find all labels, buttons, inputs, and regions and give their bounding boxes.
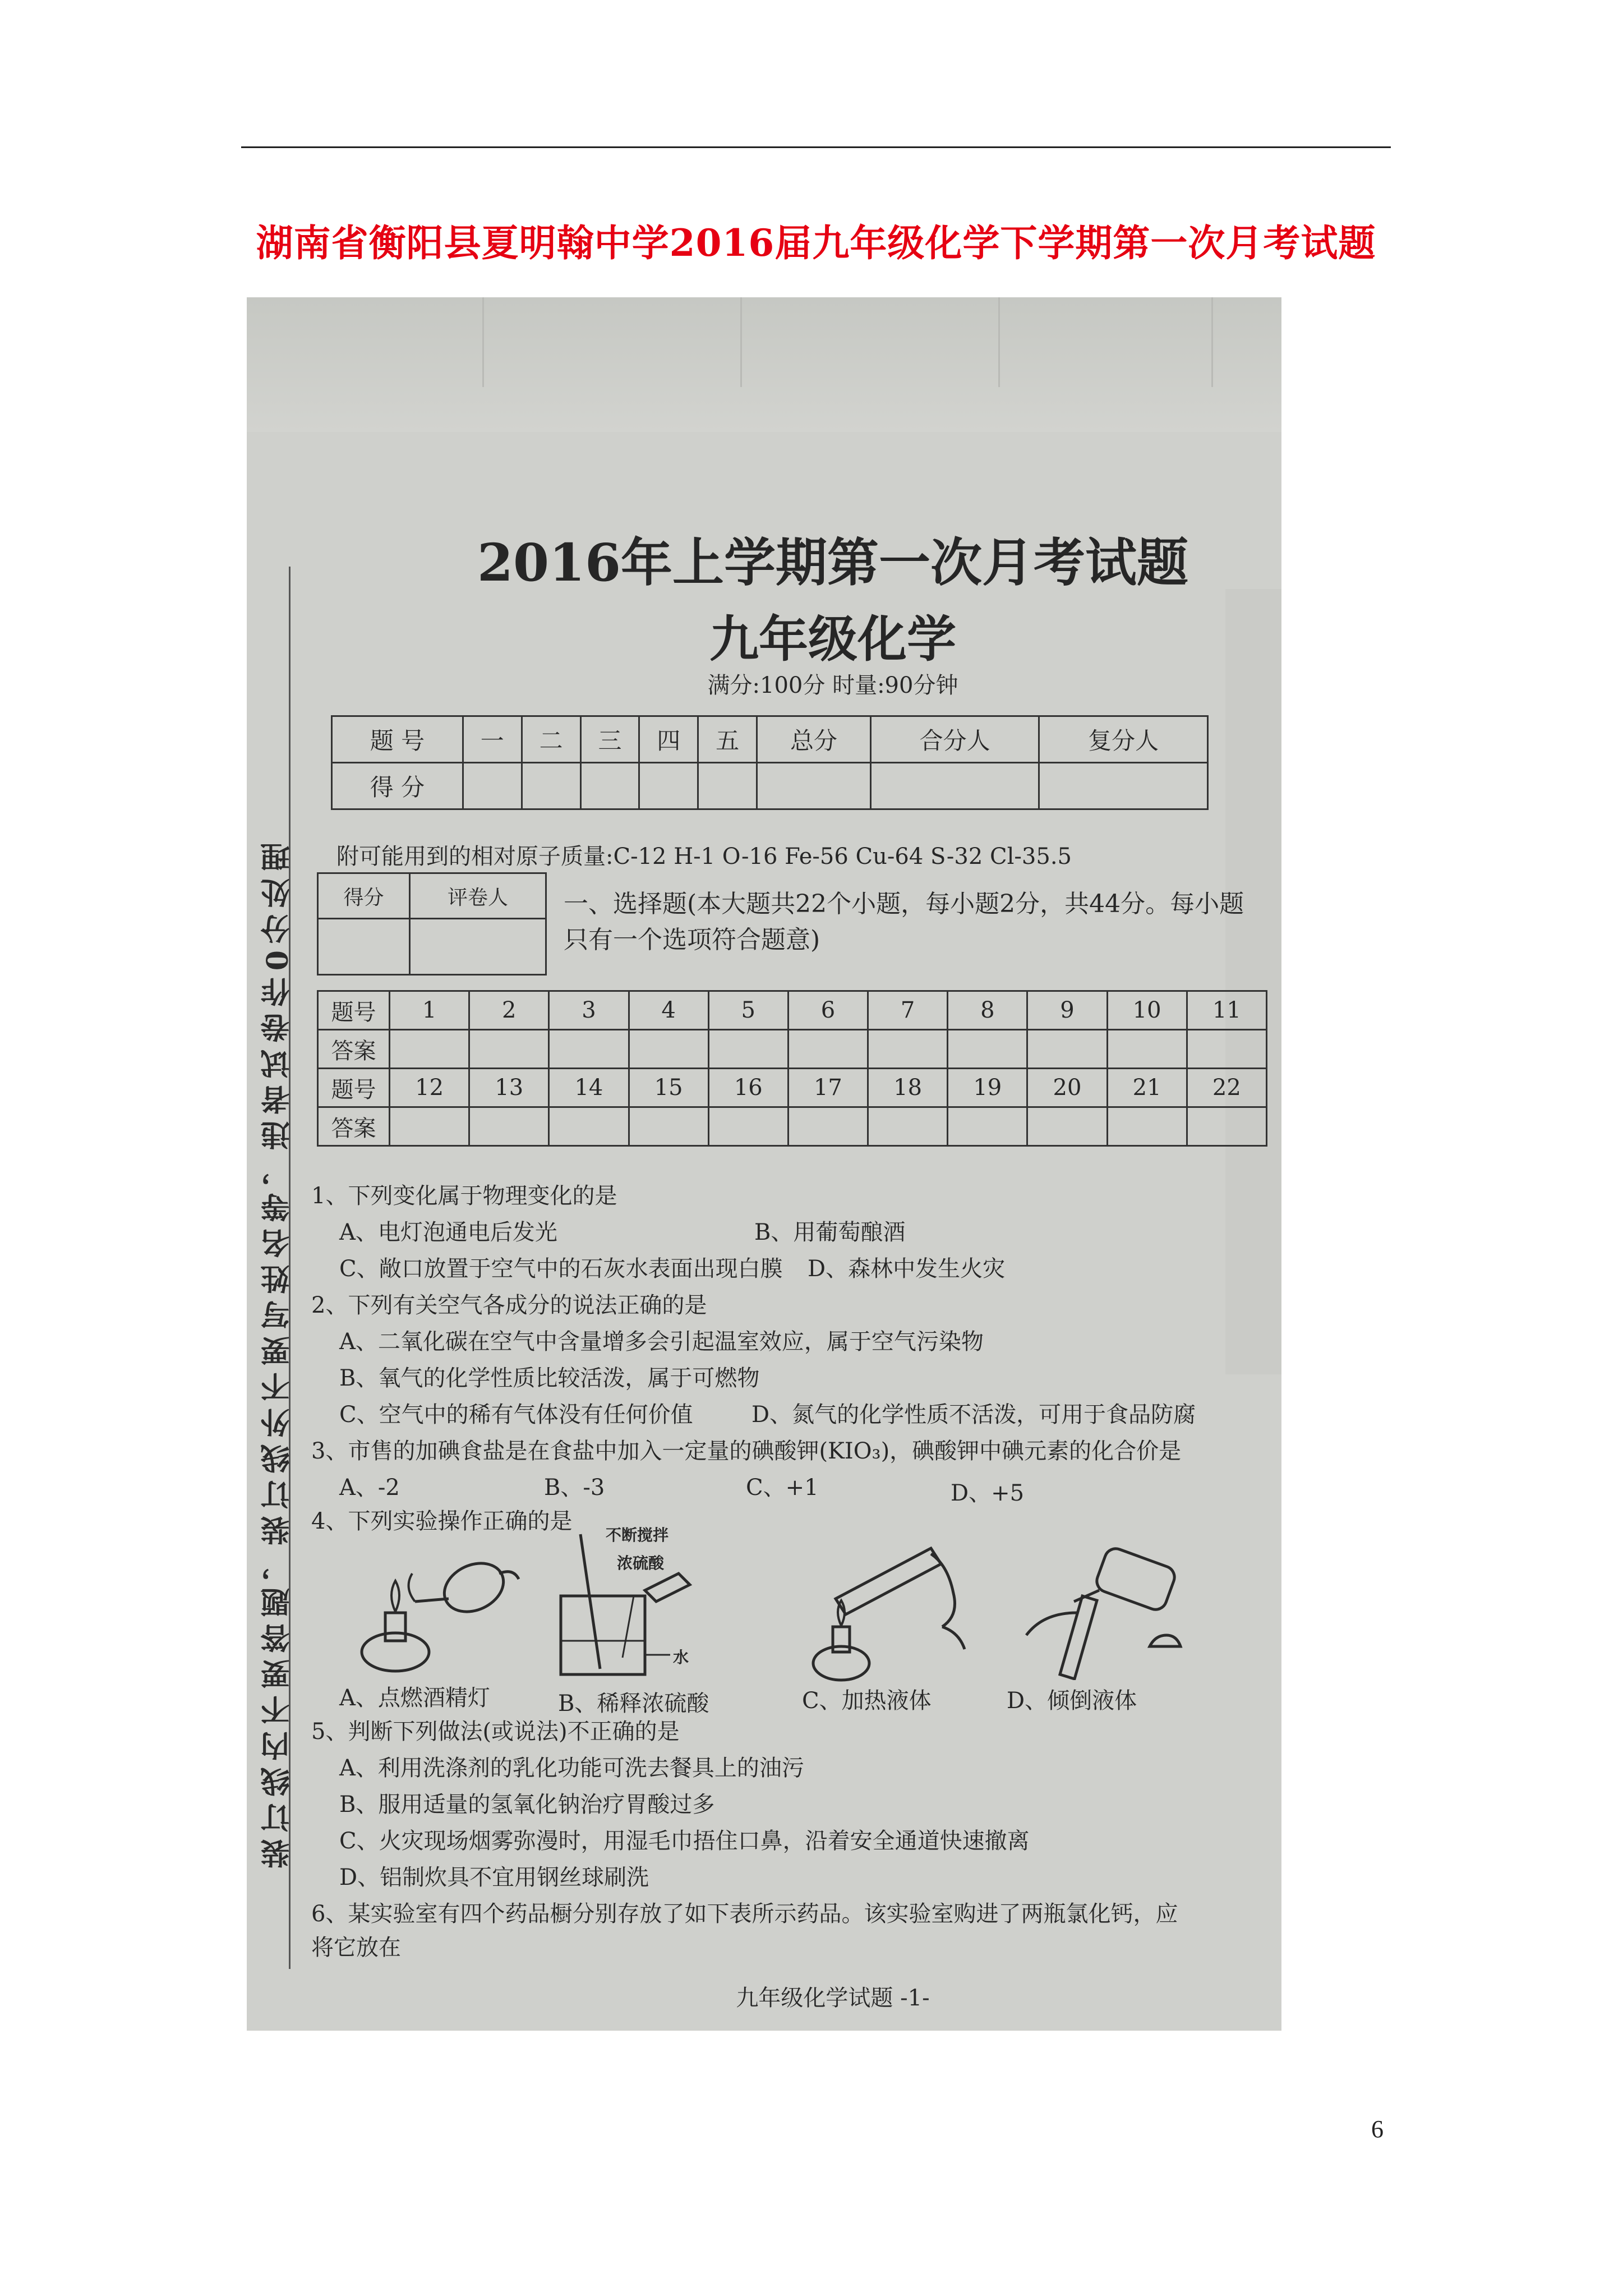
answer-cell[interactable] xyxy=(708,1030,788,1069)
question-5-option-c: C、火灾现场烟雾弥漫时，用湿毛巾捂住口鼻，沿着安全通道快速撤离 xyxy=(339,1828,1030,1854)
answer-cell[interactable] xyxy=(1027,1107,1107,1146)
score-header: 合分人 xyxy=(870,716,1039,763)
question-3-option-a: A、-2 xyxy=(339,1475,400,1501)
question-number: 7 xyxy=(868,991,948,1030)
exam-photo xyxy=(247,297,1281,2031)
answer-grid-ans-label: 答案 xyxy=(318,1030,390,1069)
answer-cell[interactable] xyxy=(390,1107,469,1146)
answer-cell[interactable] xyxy=(868,1030,948,1069)
score-header: 二 xyxy=(522,716,580,763)
question-3-option-d: D、+5 xyxy=(951,1480,1025,1506)
answer-cell[interactable] xyxy=(1107,1107,1187,1146)
answer-cell[interactable] xyxy=(390,1030,469,1069)
score-cell[interactable] xyxy=(1039,763,1208,809)
score-cell[interactable] xyxy=(870,763,1039,809)
heating-liquid-figure xyxy=(802,1537,981,1688)
question-2-stem: 2、下列有关空气各成分的说法正确的是 xyxy=(311,1292,707,1318)
question-number: 12 xyxy=(390,1069,469,1107)
bleed-through-band xyxy=(247,297,1281,432)
question-number: 4 xyxy=(629,991,708,1030)
score-header: 五 xyxy=(698,716,757,763)
question-number: 9 xyxy=(1027,991,1107,1030)
question-number: 3 xyxy=(549,991,629,1030)
question-2-option-d: D、氮气的化学性质不活泼，可用于食品防腐 xyxy=(751,1402,1196,1428)
answer-grid xyxy=(317,990,1267,1147)
question-1-stem: 1、下列变化属于物理变化的是 xyxy=(311,1183,617,1209)
question-number: 5 xyxy=(708,991,788,1030)
question-2-option-c: C、空气中的稀有气体没有任何价值 xyxy=(339,1402,693,1428)
question-2-option-b: B、氧气的化学性质比较活泼，属于可燃物 xyxy=(339,1365,760,1391)
score-table xyxy=(331,715,1209,810)
question-1-option-d: D、森林中发生火灾 xyxy=(808,1256,1006,1282)
score-cell[interactable] xyxy=(580,763,639,809)
exam-title: 2016年上学期第一次月考试题 xyxy=(477,532,1189,593)
question-4-option-c: C、加热液体 xyxy=(802,1688,932,1714)
alcohol-lamp-figure xyxy=(356,1540,524,1680)
pouring-liquid-figure xyxy=(1009,1540,1189,1680)
question-number: 2 xyxy=(469,991,549,1030)
question-number: 1 xyxy=(390,991,469,1030)
answer-cell[interactable] xyxy=(1187,1107,1266,1146)
question-1-option-b: B、用葡萄酿酒 xyxy=(754,1220,906,1245)
question-4-option-a: A、点燃酒精灯 xyxy=(339,1685,490,1711)
question-number: 17 xyxy=(788,1069,868,1107)
exam-footer: 九年级化学试题 -1- xyxy=(736,1985,930,2011)
question-number: 21 xyxy=(1107,1069,1187,1107)
question-6-stem-line2: 将它放在 xyxy=(311,1935,401,1961)
answer-cell[interactable] xyxy=(549,1107,629,1146)
answer-cell[interactable] xyxy=(708,1107,788,1146)
question-number: 13 xyxy=(469,1069,549,1107)
question-number: 6 xyxy=(788,991,868,1030)
score-header: 一 xyxy=(463,716,522,763)
bleed-through-right xyxy=(1225,589,1281,1374)
answer-cell[interactable] xyxy=(629,1030,708,1069)
score-header: 三 xyxy=(580,716,639,763)
exam-meta: 满分:100分 时量:90分钟 xyxy=(707,673,958,698)
answer-cell[interactable] xyxy=(788,1107,868,1146)
binding-text: 装订线内不要答题，装订线外不要写姓名等，违者试卷作0分处理 xyxy=(260,835,295,1869)
question-number: 16 xyxy=(708,1069,788,1107)
answer-cell[interactable] xyxy=(469,1107,549,1146)
grader-score-label: 得分 xyxy=(318,873,410,919)
answer-cell[interactable] xyxy=(549,1030,629,1069)
grader-name-cell[interactable] xyxy=(410,919,546,975)
answer-cell[interactable] xyxy=(1187,1030,1266,1069)
answer-cell[interactable] xyxy=(1107,1030,1187,1069)
question-5-stem: 5、判断下列做法(或说法)不正确的是 xyxy=(311,1719,680,1745)
exam-subject: 九年级化学 xyxy=(709,610,956,668)
question-5-option-d: D、铝制炊具不宜用钢丝球刷洗 xyxy=(339,1865,649,1890)
answer-cell[interactable] xyxy=(948,1030,1027,1069)
answer-grid-num-label: 题号 xyxy=(318,991,390,1030)
question-3-option-c: C、+1 xyxy=(746,1475,819,1501)
score-header: 复分人 xyxy=(1039,716,1208,763)
question-3-stem: 3、市售的加碘食盐是在食盐中加入一定量的碘酸钾(KIO₃)，碘酸钾中碘元素的化合价是 xyxy=(311,1438,1182,1464)
score-cell[interactable] xyxy=(757,763,871,809)
question-number: 19 xyxy=(948,1069,1027,1107)
section-one-heading: 一、选择题(本大题共22个小题，每小题2分，共44分。每小题 只有一个选项符合题意) xyxy=(564,890,1244,954)
water-label: 水 xyxy=(673,1648,689,1667)
question-number: 15 xyxy=(629,1069,708,1107)
answer-cell[interactable] xyxy=(868,1107,948,1146)
answer-grid-ans-label: 答案 xyxy=(318,1107,390,1146)
score-cell[interactable] xyxy=(639,763,698,809)
question-number: 11 xyxy=(1187,991,1266,1030)
question-3-option-b: B、-3 xyxy=(544,1475,605,1501)
score-cell[interactable] xyxy=(522,763,580,809)
answer-cell[interactable] xyxy=(469,1030,549,1069)
score-cell[interactable] xyxy=(463,763,522,809)
score-row-label: 得 分 xyxy=(332,763,463,809)
score-header-row xyxy=(332,716,1208,763)
question-4-stem: 4、下列实验操作正确的是 xyxy=(311,1508,573,1534)
score-header: 四 xyxy=(639,716,698,763)
stir-label: 不断搅拌 xyxy=(606,1526,669,1544)
question-1-option-a: A、电灯泡通电后发光 xyxy=(339,1220,557,1245)
question-number: 14 xyxy=(549,1069,629,1107)
answer-cell[interactable] xyxy=(629,1107,708,1146)
binding-strip xyxy=(247,791,308,1913)
question-4-option-b: B、稀释浓硫酸 xyxy=(558,1691,709,1717)
question-6-stem-line1: 6、某实验室有四个药品橱分别存放了如下表所示药品。该实验室购进了两瓶氯化钙，应 xyxy=(311,1901,1178,1927)
question-1-option-c: C、敞口放置于空气中的石灰水表面出现白膜 xyxy=(339,1256,783,1282)
question-number: 20 xyxy=(1027,1069,1107,1107)
question-5-option-a: A、利用洗涤剂的乳化功能可洗去餐具上的油污 xyxy=(339,1755,804,1781)
page-number: 6 xyxy=(1371,2115,1384,2143)
score-header: 题 号 xyxy=(332,716,463,763)
question-4-option-d: D、倾倒液体 xyxy=(1007,1688,1137,1714)
question-number: 22 xyxy=(1187,1069,1266,1107)
score-row xyxy=(332,763,1208,809)
score-cell[interactable] xyxy=(698,763,757,809)
question-2-option-a: A、二氧化碳在空气中含量增多会引起温室效应，属于空气污染物 xyxy=(339,1329,984,1355)
grader-name-label: 评卷人 xyxy=(410,873,546,919)
document-title: 湖南省衡阳县夏明翰中学2016届九年级化学下学期第一次月考试题 xyxy=(256,221,1376,265)
answer-cell[interactable] xyxy=(788,1030,868,1069)
atomic-masses: 附可能用到的相对原子质量:C-12 H-1 O-16 Fe-56 Cu-64 S-32 Cl-35.5 xyxy=(336,844,1072,869)
grader-table xyxy=(317,872,547,976)
question-5-option-b: B、服用适量的氢氧化钠治疗胃酸过多 xyxy=(339,1792,715,1818)
header-rule xyxy=(241,146,1391,148)
answer-cell[interactable] xyxy=(948,1107,1027,1146)
answer-cell[interactable] xyxy=(1027,1030,1107,1069)
question-number: 8 xyxy=(948,991,1027,1030)
grader-score-cell[interactable] xyxy=(318,919,410,975)
question-number: 10 xyxy=(1107,991,1187,1030)
answer-grid-num-label: 题号 xyxy=(318,1069,390,1107)
question-number: 18 xyxy=(868,1069,948,1107)
acid-label: 浓硫酸 xyxy=(617,1554,665,1572)
score-header: 总分 xyxy=(757,716,871,763)
